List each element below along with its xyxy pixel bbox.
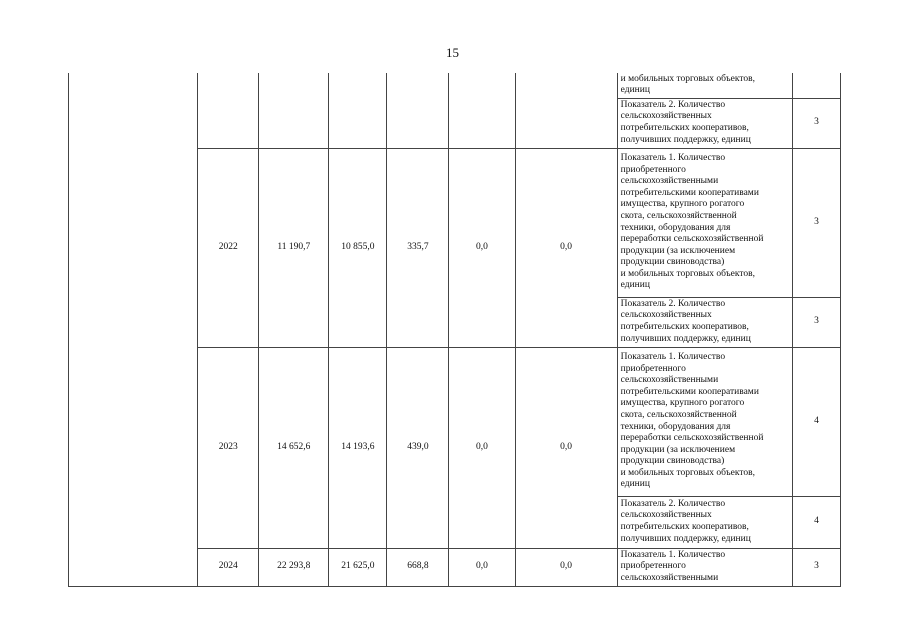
indicator-value [792, 73, 840, 98]
local-cell: 0,0 [449, 548, 515, 586]
indicator-value: 4 [792, 347, 840, 496]
indicator-value: 3 [792, 98, 840, 148]
indicator-text: Показатель 2. Количество сельскохозяйственных потребительских кооперативов, получивших поддержку, единиц [617, 496, 792, 548]
federal-cell [329, 73, 387, 148]
local-cell: 0,0 [449, 347, 515, 548]
indicator-text: Показатель 1. Количество приобретенного сельскохозяйственными потребительскими кооперативами имущества, крупного рогатого скота, сельскохозяйственной техники, оборудования для переработки сельскохозяйственной продукции (за исключением продукции свиноводства) и мобильных торговых объектов, единиц [617, 347, 792, 496]
indicator-text: Показатель 1. Количество приобретенного сельскохозяйственными [617, 548, 792, 586]
regional-cell [387, 73, 449, 148]
other-cell: 0,0 [515, 148, 617, 347]
budget-indicators-table [68, 73, 841, 587]
total-cell: 14 652,6 [259, 347, 329, 548]
program-cell [69, 73, 198, 586]
federal-cell: 10 855,0 [329, 148, 387, 347]
total-cell: 22 293,8 [259, 548, 329, 586]
page-number: 15 [446, 45, 459, 60]
table-row [69, 73, 841, 98]
indicator-text: Показатель 2. Количество сельскохозяйственных потребительских кооперативов, получивших поддержку, единиц [617, 297, 792, 347]
other-cell: 0,0 [515, 548, 617, 586]
local-cell [449, 73, 515, 148]
indicator-text: Показатель 2. Количество сельскохозяйственных потребительских кооперативов, получивших поддержку, единиц [617, 98, 792, 148]
other-cell [515, 73, 617, 148]
total-cell [259, 73, 329, 148]
regional-cell: 335,7 [387, 148, 449, 347]
indicator-value: 3 [792, 297, 840, 347]
indicator-text: Показатель 1. Количество приобретенного сельскохозяйственными потребительскими кооперативами имущества, крупного рогатого скота, сельскохозяйственной техники, оборудования для переработки сельскохозяйственной продукции (за исключением продукции свиноводства) и мобильных торговых объектов, единиц [617, 148, 792, 297]
indicator-value: 3 [792, 148, 840, 297]
year-cell: 2022 [198, 148, 259, 347]
indicator-text: и мобильных торговых объектов, единиц [617, 73, 792, 98]
year-cell: 2023 [198, 347, 259, 548]
regional-cell: 439,0 [387, 347, 449, 548]
federal-cell: 14 193,6 [329, 347, 387, 548]
indicator-value: 4 [792, 496, 840, 548]
total-cell: 11 190,7 [259, 148, 329, 347]
year-cell: 2024 [198, 548, 259, 586]
local-cell: 0,0 [449, 148, 515, 347]
year-cell [198, 73, 259, 148]
indicator-value: 3 [792, 548, 840, 586]
regional-cell: 668,8 [387, 548, 449, 586]
federal-cell: 21 625,0 [329, 548, 387, 586]
other-cell: 0,0 [515, 347, 617, 548]
